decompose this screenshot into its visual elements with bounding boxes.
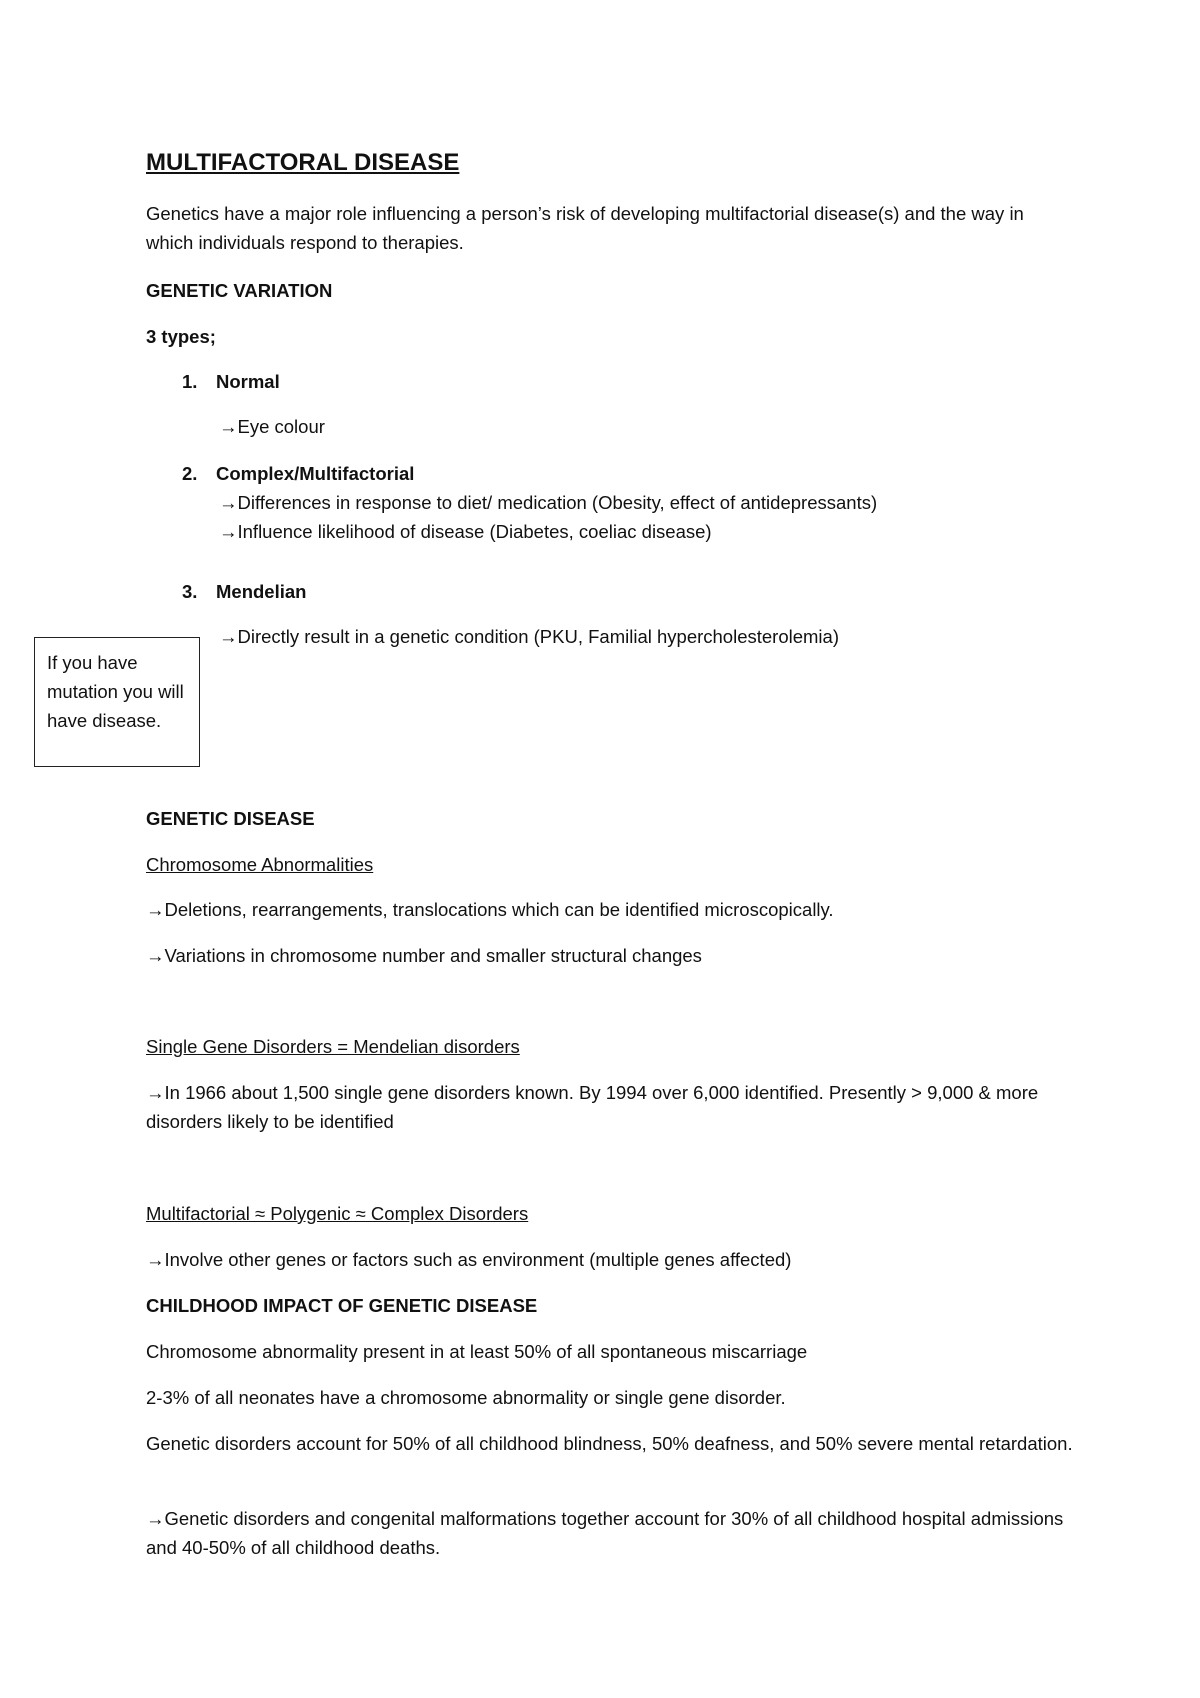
list-label: Normal [216,371,280,392]
single-gene-heading: Single Gene Disorders = Mendelian disorders [146,1036,520,1057]
types-label: 3 types; [146,326,216,347]
list-label: Mendelian [216,581,307,602]
childhood-impact-heading: CHILDHOOD IMPACT OF GENETIC DISEASE [146,1295,538,1316]
page-title: MULTIFACTORAL DISEASE [146,149,460,176]
intro-paragraph: Genetics have a major role influencing a person’s risk of developing multifactorial disease(s) and the way in which individuals respond to therapies. [146,203,1024,253]
list-point: →Deletions, rearrangements, translocations which can be identified microscopically. [146,899,834,920]
list-label: Complex/Multifactorial [216,463,415,484]
arrow-icon: → [219,626,238,647]
list-number: 2. [182,463,198,484]
paragraph: Genetic disorders account for 50% of all childhood blindness, 50% deafness, and 50% severe mental retardation. [146,1433,1073,1454]
genetic-variation-heading: GENETIC VARIATION [146,280,333,301]
paragraph: Chromosome abnormality present in at least 50% of all spontaneous miscarriage [146,1341,808,1362]
arrow-icon: → [219,521,238,542]
side-note-box: If you have mutation you will have disease. [34,637,200,767]
chromosome-abnormalities-heading: Chromosome Abnormalities [146,854,374,875]
list-item [182,367,280,396]
arrow-icon: → [146,1249,165,1270]
arrow-icon: → [146,1508,165,1529]
list-number: 1. [182,371,198,392]
list-point: →Variations in chromosome number and smaller structural changes [146,945,702,966]
list-number: 3. [182,581,198,602]
list-point: →Eye colour [219,416,325,437]
arrow-icon: → [146,899,165,920]
list-point: →Differences in response to diet/ medication (Obesity, effect of antidepressants) [219,492,878,513]
list-point: →Involve other genes or factors such as environment (multiple genes affected) [146,1249,792,1270]
genetic-disease-heading: GENETIC DISEASE [146,808,315,829]
multifactorial-heading: Multifactorial ≈ Polygenic ≈ Complex Disorders [146,1203,529,1224]
arrow-icon: → [146,945,165,966]
arrow-icon: → [219,416,238,437]
list-point: →In 1966 about 1,500 single gene disorders known. By 1994 over 6,000 identified. Presently > 9,000 & more disorders likely to be identified [146,1082,1039,1132]
arrow-icon: → [146,1082,165,1103]
arrow-icon: → [219,492,238,513]
list-item [182,459,414,488]
list-point: →Genetic disorders and congenital malformations together account for 30% of all childhood hospital admissions and 40-50% of all childhood deaths. [146,1508,1064,1558]
list-point: →Directly result in a genetic condition (PKU, Familial hypercholesterolemia) [219,626,839,647]
list-point: →Influence likelihood of disease (Diabetes, coeliac disease) [219,521,712,542]
paragraph: 2-3% of all neonates have a chromosome abnormality or single gene disorder. [146,1387,786,1408]
list-item [182,577,306,606]
